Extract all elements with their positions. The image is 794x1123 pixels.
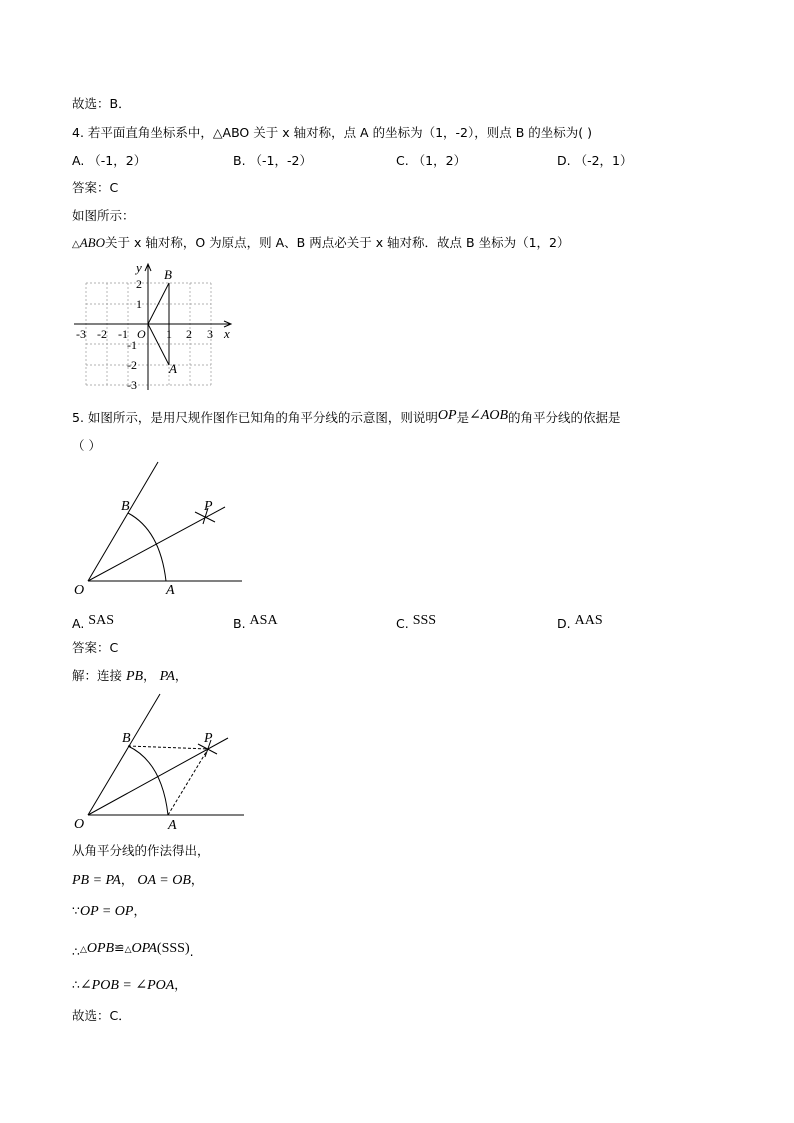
triangle-opa: OPA	[131, 941, 157, 956]
triangle-abo: ABO	[79, 235, 105, 250]
q4-option-b: B. （-1，-2）	[233, 153, 312, 168]
q5-option-d	[557, 612, 603, 629]
point-a-label: A	[166, 583, 175, 598]
because-symbol: ∵	[72, 903, 80, 918]
q5-stem-suffix: 的角平分线的依据是	[508, 410, 621, 425]
option-letter: C.	[396, 616, 409, 631]
angle-aob: ∠AOB	[469, 408, 509, 423]
q5-option-c	[396, 612, 436, 629]
separator: ，	[120, 872, 134, 887]
y-tick: 2	[136, 277, 142, 291]
point-p-label: P	[204, 731, 213, 746]
therefore-symbol: ∴	[72, 944, 80, 959]
point-a-label: A	[168, 818, 177, 833]
x-axis-label: x	[224, 326, 230, 341]
solution-figure	[70, 690, 250, 835]
q5-option-a	[72, 612, 114, 629]
option-text: AAS	[574, 613, 603, 628]
x-tick: -2	[97, 327, 107, 341]
q4-answer: 答案：C	[72, 180, 119, 195]
q5-stem-prefix: 5. 如图所示，是用尺规作图作已知角的角平分线的示意图，则说明	[72, 410, 438, 425]
angle-bisector-figure	[70, 460, 250, 600]
equation-1	[72, 872, 203, 889]
point-b-label: B	[164, 267, 172, 282]
therefore-symbol: ∴	[72, 977, 80, 992]
x-tick: -3	[76, 327, 86, 341]
solution-prefix: 解：连接	[72, 668, 123, 683]
coordinate-graph	[70, 260, 240, 395]
ray-ob	[88, 462, 158, 581]
equation-3	[72, 940, 194, 958]
q5-solution-line	[72, 668, 187, 685]
q4-option-c: C. （1，2）	[396, 153, 467, 168]
point-a-label: A	[169, 361, 177, 376]
point-o-label: O	[74, 817, 85, 832]
option-letter: B.	[233, 616, 246, 631]
method-line: 从角平分线的作法得出，	[72, 843, 210, 858]
final-answer: 故选：C．	[72, 1008, 131, 1023]
y-tick: -3	[127, 378, 137, 392]
q4-stem: 4. 若平面直角坐标系中，△ABO 关于 x 轴对称，点 A 的坐标为（1，-2），则点 B 的坐标为( )	[72, 125, 592, 140]
separator: ，	[133, 903, 146, 918]
q4-option-d: D. （-2，1）	[557, 153, 633, 168]
option-letter: A.	[72, 616, 85, 631]
q4-option-a: A. （-1，2）	[72, 153, 147, 168]
congruence-symbol: ≌	[114, 940, 125, 955]
previous-answer: 故选：B．	[72, 96, 131, 111]
q5-paren: （ ）	[72, 438, 101, 453]
triangle-opb: OPB	[86, 941, 115, 956]
segment-pb: PB	[126, 669, 144, 684]
arc-ab	[128, 746, 168, 815]
x-tick: 3	[207, 327, 213, 341]
separator: ，	[190, 872, 204, 887]
point-o-label: O	[74, 583, 85, 598]
x-tick: 2	[186, 327, 192, 341]
equation-4	[72, 977, 187, 994]
q5-stem-mid: 是	[456, 410, 470, 425]
x-tick: -1	[118, 327, 128, 341]
period: .	[189, 944, 194, 959]
q5-answer: 答案：C	[72, 640, 119, 655]
y-axis-label: y	[136, 260, 142, 275]
q4-explanation	[72, 235, 570, 253]
option-text: SSS	[412, 613, 437, 628]
point-b-label: B	[121, 499, 130, 514]
option-text: SAS	[88, 613, 114, 628]
q4-explanation-text: 关于 x 轴对称，O 为原点，则 A、B 两点必关于 x 轴对称．故点 B 坐标为（1，2）	[104, 235, 570, 250]
segment-pb	[128, 746, 208, 749]
q5-stem	[72, 410, 621, 427]
y-tick: -2	[127, 358, 137, 372]
q5-option-b	[233, 612, 278, 629]
option-text: ASA	[249, 613, 278, 628]
point-b-label: B	[122, 731, 131, 746]
option-letter: D.	[557, 616, 571, 631]
arc-ab	[128, 513, 166, 581]
triangle-symbol: △	[124, 945, 132, 955]
separator: ，	[174, 977, 187, 992]
separator: ，	[143, 668, 156, 683]
eq-op-op: OP = OP	[79, 904, 134, 919]
x-tick: 1	[166, 327, 172, 341]
segment-pa	[168, 749, 208, 815]
congruence-reason: (SSS)	[156, 941, 190, 956]
equation-2	[72, 903, 146, 920]
triangle-symbol: △	[79, 945, 87, 955]
eq-angles: ∠POB = ∠POA	[79, 978, 175, 993]
eq-oa-ob: OA = OB	[137, 873, 191, 888]
op-segment: OP	[437, 408, 457, 423]
triangle-symbol: △	[72, 239, 80, 250]
ray-ob	[88, 694, 160, 815]
separator: ，	[174, 668, 188, 683]
y-tick: 1	[136, 297, 142, 311]
y-tick: -1	[127, 338, 137, 352]
segment-pa: PA	[159, 669, 175, 684]
eq-pb-pa: PB = PA	[72, 873, 121, 888]
x-tick-origin: O	[137, 327, 146, 341]
q4-figure-intro: 如图所示：	[72, 208, 135, 223]
point-p-label: P	[204, 499, 213, 514]
